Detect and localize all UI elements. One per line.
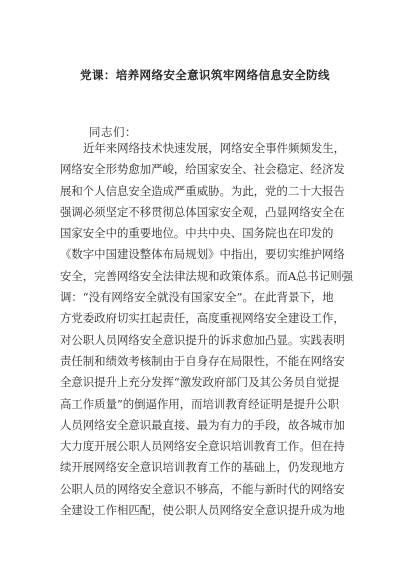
text-line: 安全，完善网络安全法律法规和政策体系。而A总书记则强 xyxy=(60,268,353,283)
salutation: 同志们： xyxy=(89,125,137,139)
text-line: 《数字中国建设整体布局规划》中指出，要切实维护网络 xyxy=(60,247,345,262)
text-line: 全意识提升上充分发挥“激发政府部门及其公务员自觉提 xyxy=(60,375,340,390)
text-line: 高工作质量”的倒逼作用，而培训教育经证明是提升公职 xyxy=(60,396,340,411)
text-line: 网络安全形势愈加严峻，给国家安全、社会稳定、经济发 xyxy=(60,162,345,177)
text-line: 对公职人员网络安全意识提升的诉求愈加凸显。实践表明 xyxy=(60,332,345,347)
text-line: 调：“没有网络安全就没有国家安全”。在此背景下，地 xyxy=(60,290,334,305)
text-line: 全建设工作相匹配，使公职人员网络安全意识提升成为地 xyxy=(60,503,345,518)
text-line: 近年来网络技术快速发展，网络安全事件频频发生， xyxy=(83,141,345,155)
document-title: 党课：培养网络安全意识筑牢网络信息安全防线 xyxy=(80,68,330,82)
text-line: 责任制和绩效考核制由于自身存在局限性，不能在网络安 xyxy=(60,353,345,368)
text-line: 公职人员的网络安全意识不够高，不能与新时代的网络安 xyxy=(60,481,345,496)
text-line: 方党委政府切实扛起责任，高度重视网络安全建设工作， xyxy=(60,311,345,326)
body-paragraph xyxy=(60,138,360,521)
text-line: 国家安全中的重要地位。中共中央、国务院也在印发的 xyxy=(60,226,334,241)
text-line: 强调必须坚定不移贯彻总体国家安全观，凸显网络安全在 xyxy=(60,204,345,219)
text-line: 续开展网络安全意识培训教育工作的基础上，仍发现地方 xyxy=(60,460,345,475)
text-line: 人员网络安全意识最直接、最为有力的手段，故各城市加 xyxy=(60,417,345,432)
text-line: 大力度开展公职人员网络安全意识培训教育工作。但在持 xyxy=(60,439,345,454)
text-line: 展和个人信息安全造成严重威胁。为此，党的二十大报告 xyxy=(60,183,345,198)
